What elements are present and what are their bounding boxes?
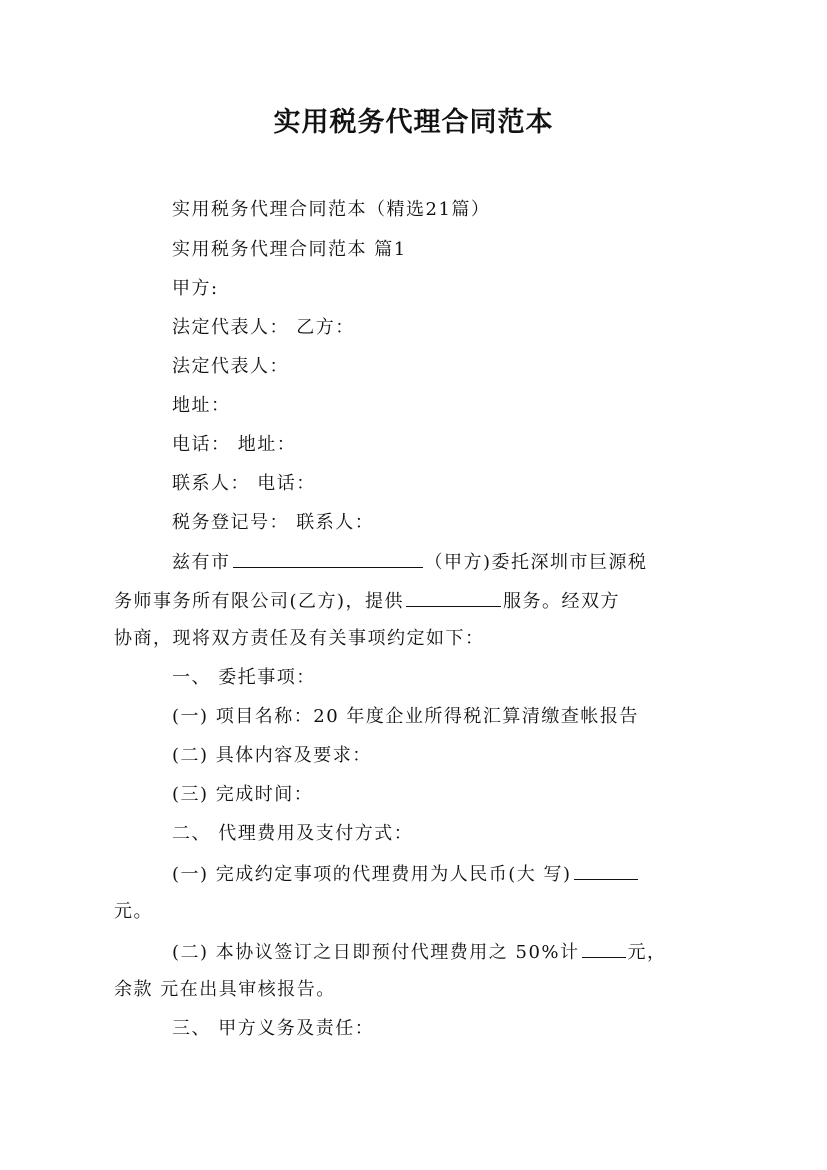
tax-reg-contact-line: 税务登记号： 联系人： [172, 512, 375, 533]
intro-text-b: （甲方)委托深圳市巨源税 [424, 552, 648, 573]
phone-address-line: 电话： 地址： [172, 434, 297, 455]
contact-phone-line: 联系人： 电话： [172, 473, 316, 494]
party-a-label: 甲方: [172, 278, 219, 299]
prepay-unit: 元， [627, 942, 667, 963]
section-3-heading: 三、 甲方义务及责任： [172, 1018, 375, 1039]
section-1-item-2: (二) 具体内容及要求： [172, 745, 372, 766]
fee-amount-blank [574, 861, 638, 880]
prepay-text: (二) 本协议签订之日即预付代理费用之 50%计 [172, 942, 580, 963]
section-2-item-1-line-2: 元。 [114, 901, 153, 922]
city-blank [233, 549, 423, 568]
section-1-item-1: (一) 项目名称：20 年度企业所得税汇算清缴查帐报告 [172, 706, 639, 727]
intro-text-c: 务师事务所有限公司(乙方)，提供 [114, 591, 405, 612]
section-2-item-1-line-1 [172, 861, 640, 887]
section-1-item-3: (三) 完成时间： [172, 784, 314, 805]
prepay-amount-blank [582, 939, 626, 958]
section-1-heading: 一、 委托事项： [172, 667, 316, 688]
document-subtitle: 实用税务代理合同范本（精选21篇） [172, 199, 491, 220]
intro-text-a: 兹有市 [172, 552, 231, 573]
fee-text: (一) 完成约定事项的代理费用为人民币(大 写) [172, 864, 572, 885]
intro-paragraph-line-1 [172, 549, 648, 575]
intro-paragraph-line-3: 协商，现将双方责任及有关事项约定如下： [114, 628, 485, 649]
section-2-item-2-line-2: 余款 元在出具审核报告。 [114, 979, 336, 1000]
legal-rep-line: 法定代表人： [172, 356, 289, 377]
section-heading: 实用税务代理合同范本 篇1 [172, 239, 407, 260]
intro-paragraph-line-2 [114, 588, 620, 614]
document-title: 实用税务代理合同范本 [273, 107, 554, 138]
section-2-item-2-line-1 [172, 939, 667, 965]
legal-rep-party-b-line: 法定代表人： 乙方： [172, 317, 355, 338]
address-line: 地址： [172, 395, 231, 416]
intro-text-d: 服务。经双方 [503, 591, 621, 612]
section-2-heading: 二、 代理费用及支付方式： [172, 823, 414, 844]
service-blank [406, 588, 501, 607]
